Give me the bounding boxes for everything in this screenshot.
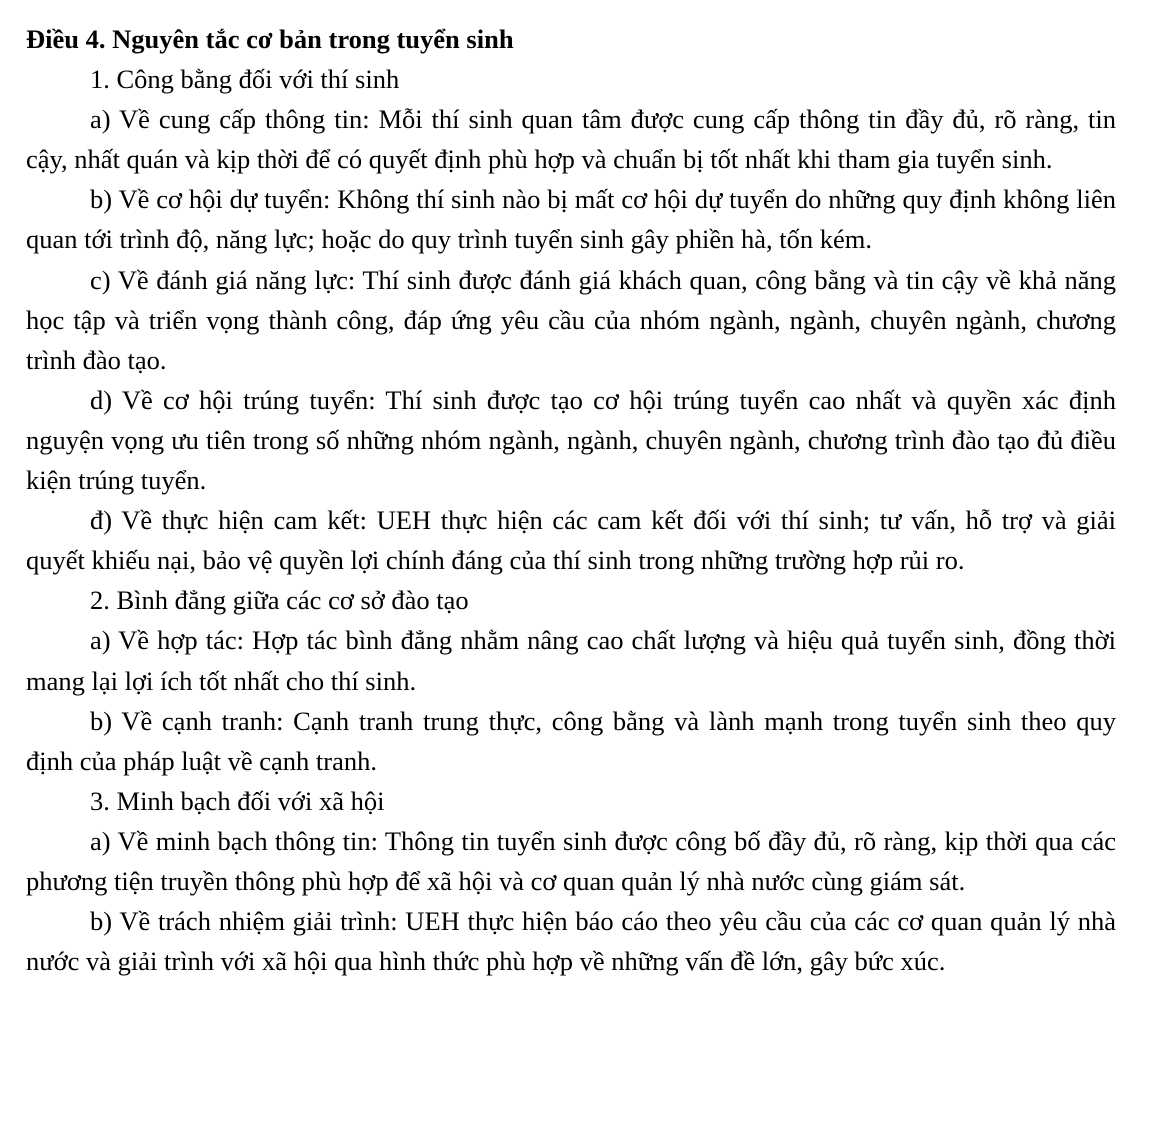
clause-3a-transparency: a) Về minh bạch thông tin: Thông tin tuyển sinh được công bố đầy đủ, rõ ràng, kịp thời qua các phương tiện truyền thông phù hợp để xã hội và cơ quan quản lý nhà nước cùng giám sát. (26, 825, 1116, 896)
section-1-heading: 1. Công bằng đối với thí sinh (90, 64, 400, 95)
clause-2b-competition: b) Về cạnh tranh: Cạnh tranh trung thực, công bằng và lành mạnh trong tuyển sinh theo quy định của pháp luật về cạnh tranh. (26, 705, 1116, 776)
clause-1dd-commitment: đ) Về thực hiện cam kết: UEH thực hiện các cam kết đối với thí sinh; tư vấn, hỗ trợ và giải quyết khiếu nại, bảo vệ quyền lợi chính đáng của thí sinh trong những trường hợp rủi ro. (26, 505, 1116, 576)
section-3-heading: 3. Minh bạch đối với xã hội (90, 785, 385, 816)
clause-2a-cooperation: a) Về hợp tác: Hợp tác bình đẳng nhằm nâng cao chất lượng và hiệu quả tuyển sinh, đồng thời mang lại lợi ích tốt nhất cho thí sinh. (26, 625, 1116, 696)
clause-3b-accountability: b) Về trách nhiệm giải trình: UEH thực hiện báo cáo theo yêu cầu của các cơ quan quản lý nhà nước và giải trình với xã hội qua hình thức phù hợp về những vấn đề lớn, gây bức xúc. (26, 906, 1116, 977)
clause-1c-assessment: c) Về đánh giá năng lực: Thí sinh được đánh giá khách quan, công bằng và tin cậy về khả năng học tập và triển vọng thành công, đáp ứng yêu cầu của nhóm ngành, ngành, chuyên ngành, chương trình đào tạo. (26, 264, 1116, 375)
clause-1d-admission-chance: d) Về cơ hội trúng tuyển: Thí sinh được tạo cơ hội trúng tuyển cao nhất và quyền xác định nguyện vọng ưu tiên trong số những nhóm ngành, ngành, chuyên ngành, chương trình đào tạo đủ điều kiện trúng tuyển. (26, 384, 1116, 496)
clause-1b-opportunity: b) Về cơ hội dự tuyển: Không thí sinh nào bị mất cơ hội dự tuyển do những quy định không liên quan tới trình độ, năng lực; hoặc do quy trình tuyển sinh gây phiền hà, tốn kém. (26, 184, 1116, 255)
article-title: Điều 4. Nguyên tắc cơ bản trong tuyển sinh (26, 24, 514, 54)
section-2-heading: 2. Bình đẳng giữa các cơ sở đào tạo (90, 585, 469, 616)
clause-1a-information: a) Về cung cấp thông tin: Mỗi thí sinh quan tâm được cung cấp thông tin đầy đủ, rõ ràng, tin cậy, nhất quán và kịp thời để có quyết định phù hợp và chuẩn bị tốt nhất khi tham gia tuyển sinh. (26, 104, 1116, 175)
